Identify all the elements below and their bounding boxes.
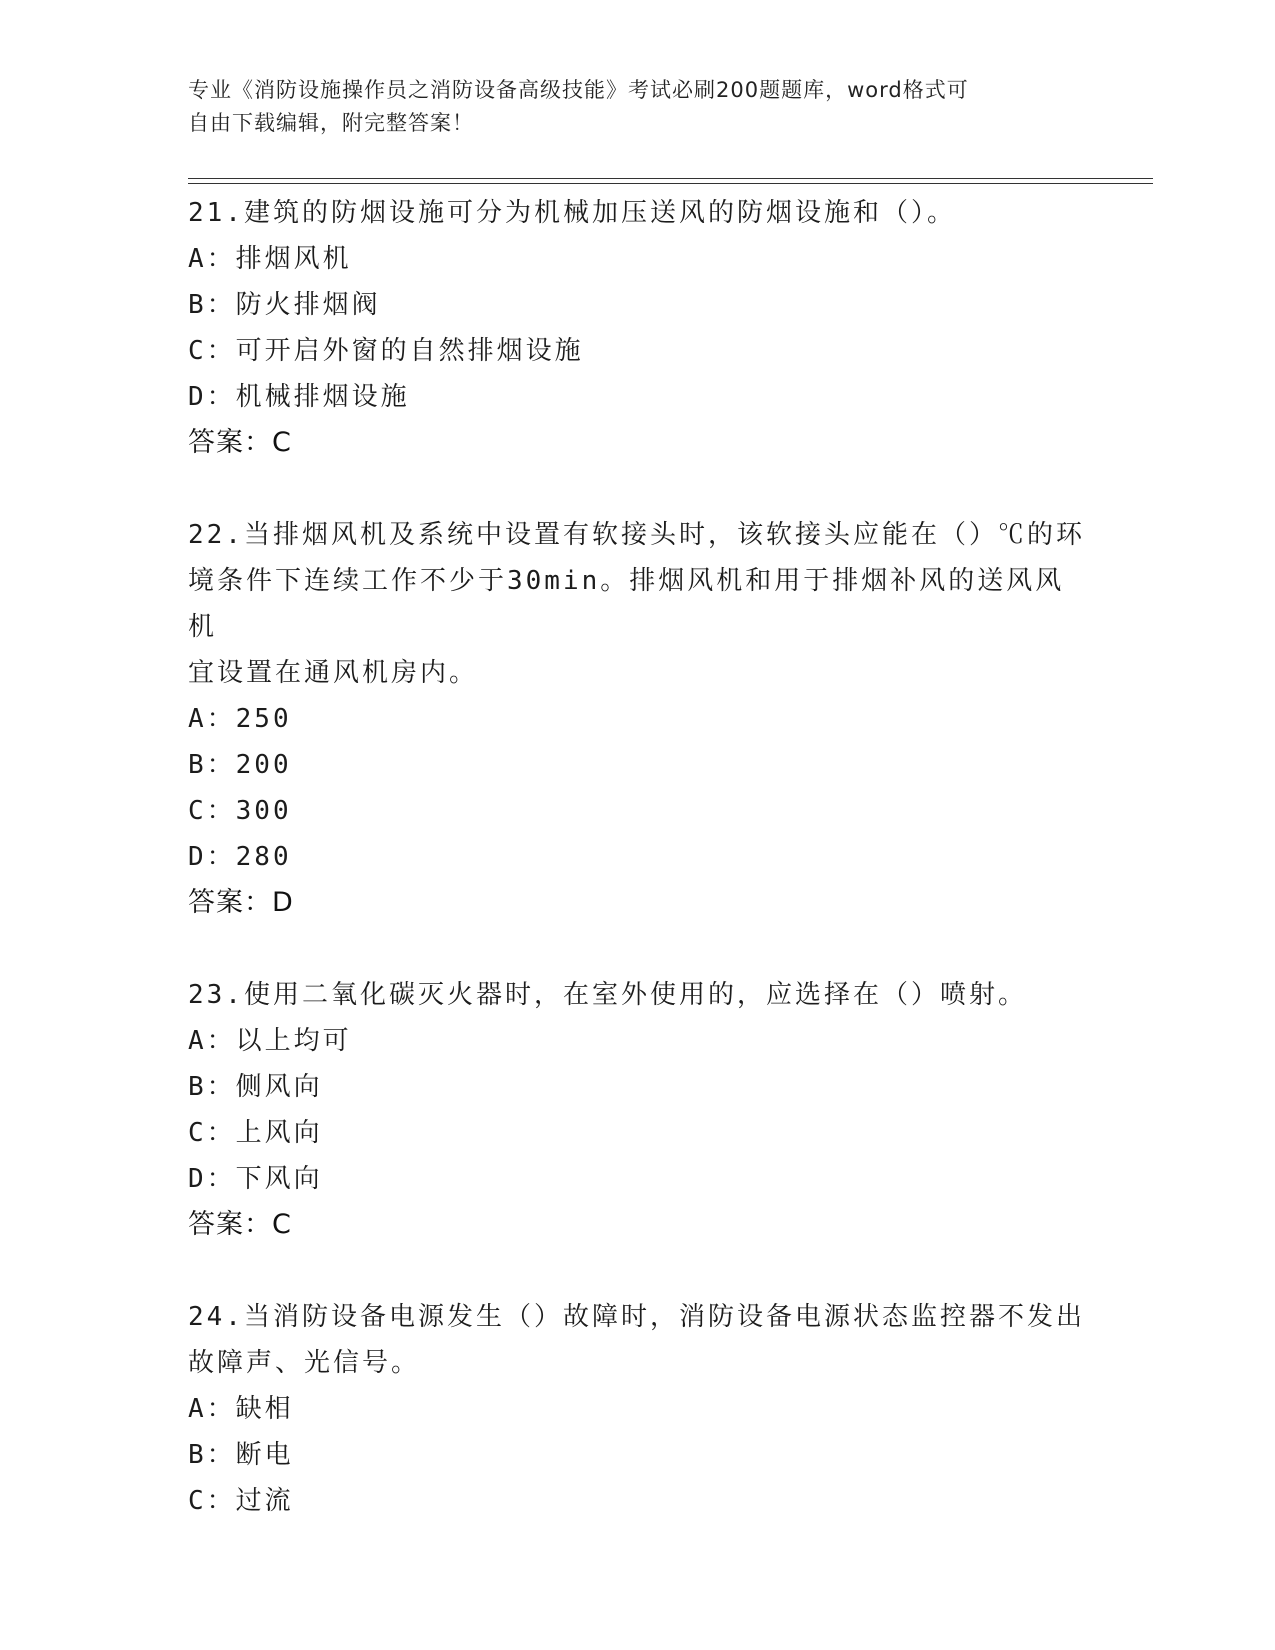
question-stem-line-1: 22.当排烟风机及系统中设置有软接头时，该软接头应能在（）℃的环	[188, 520, 1085, 550]
option-b: B：防火排烟阀	[188, 290, 381, 320]
option-d: D：280	[188, 842, 292, 872]
option-c: C：上风向	[188, 1118, 323, 1148]
header-divider-bottom	[188, 183, 1153, 184]
question-stem: 23.使用二氧化碳灭火器时，在室外使用的，应选择在（）喷射。	[188, 980, 1027, 1010]
header-divider-top	[188, 178, 1153, 179]
option-d: D：下风向	[188, 1164, 323, 1194]
option-d: D：机械排烟设施	[188, 382, 410, 412]
question-stem-line-3: 宜设置在通风机房内。	[188, 658, 479, 688]
option-c: C：过流	[188, 1486, 294, 1516]
option-b: B：断电	[188, 1440, 294, 1470]
question-23	[188, 972, 1088, 1248]
option-b: B：侧风向	[188, 1072, 323, 1102]
header-line-2: 自由下载编辑，附完整答案！	[188, 111, 474, 135]
answer-line: 答案：C	[188, 1209, 292, 1240]
question-stem-line-1: 24.当消防设备电源发生（）故障时，消防设备电源状态监控器不发出	[188, 1302, 1085, 1332]
question-stem: 21.建筑的防烟设施可分为机械加压送风的防烟设施和（）。	[188, 198, 956, 228]
question-21	[188, 190, 1088, 466]
option-c: C：300	[188, 796, 292, 826]
question-stem-line-2: 故障声、光信号。	[188, 1348, 421, 1378]
document-header	[188, 74, 1088, 140]
header-line-1: 专业《消防设施操作员之消防设备高级技能》考试必刷200题题库，word格式可	[188, 78, 969, 102]
question-22	[188, 512, 1088, 926]
option-a: A：缺相	[188, 1394, 294, 1424]
option-a: A：排烟风机	[188, 244, 352, 274]
option-c: C：可开启外窗的自然排烟设施	[188, 336, 584, 366]
option-b: B：200	[188, 750, 292, 780]
option-a: A：以上均可	[188, 1026, 352, 1056]
question-stem-line-2: 境条件下连续工作不少于30min。排烟风机和用于排烟补风的送风风机	[188, 566, 1065, 642]
answer-line: 答案：D	[188, 887, 294, 918]
question-24	[188, 1294, 1088, 1524]
answer-line: 答案：C	[188, 427, 292, 458]
question-list	[188, 190, 1088, 1570]
option-a: A：250	[188, 704, 292, 734]
